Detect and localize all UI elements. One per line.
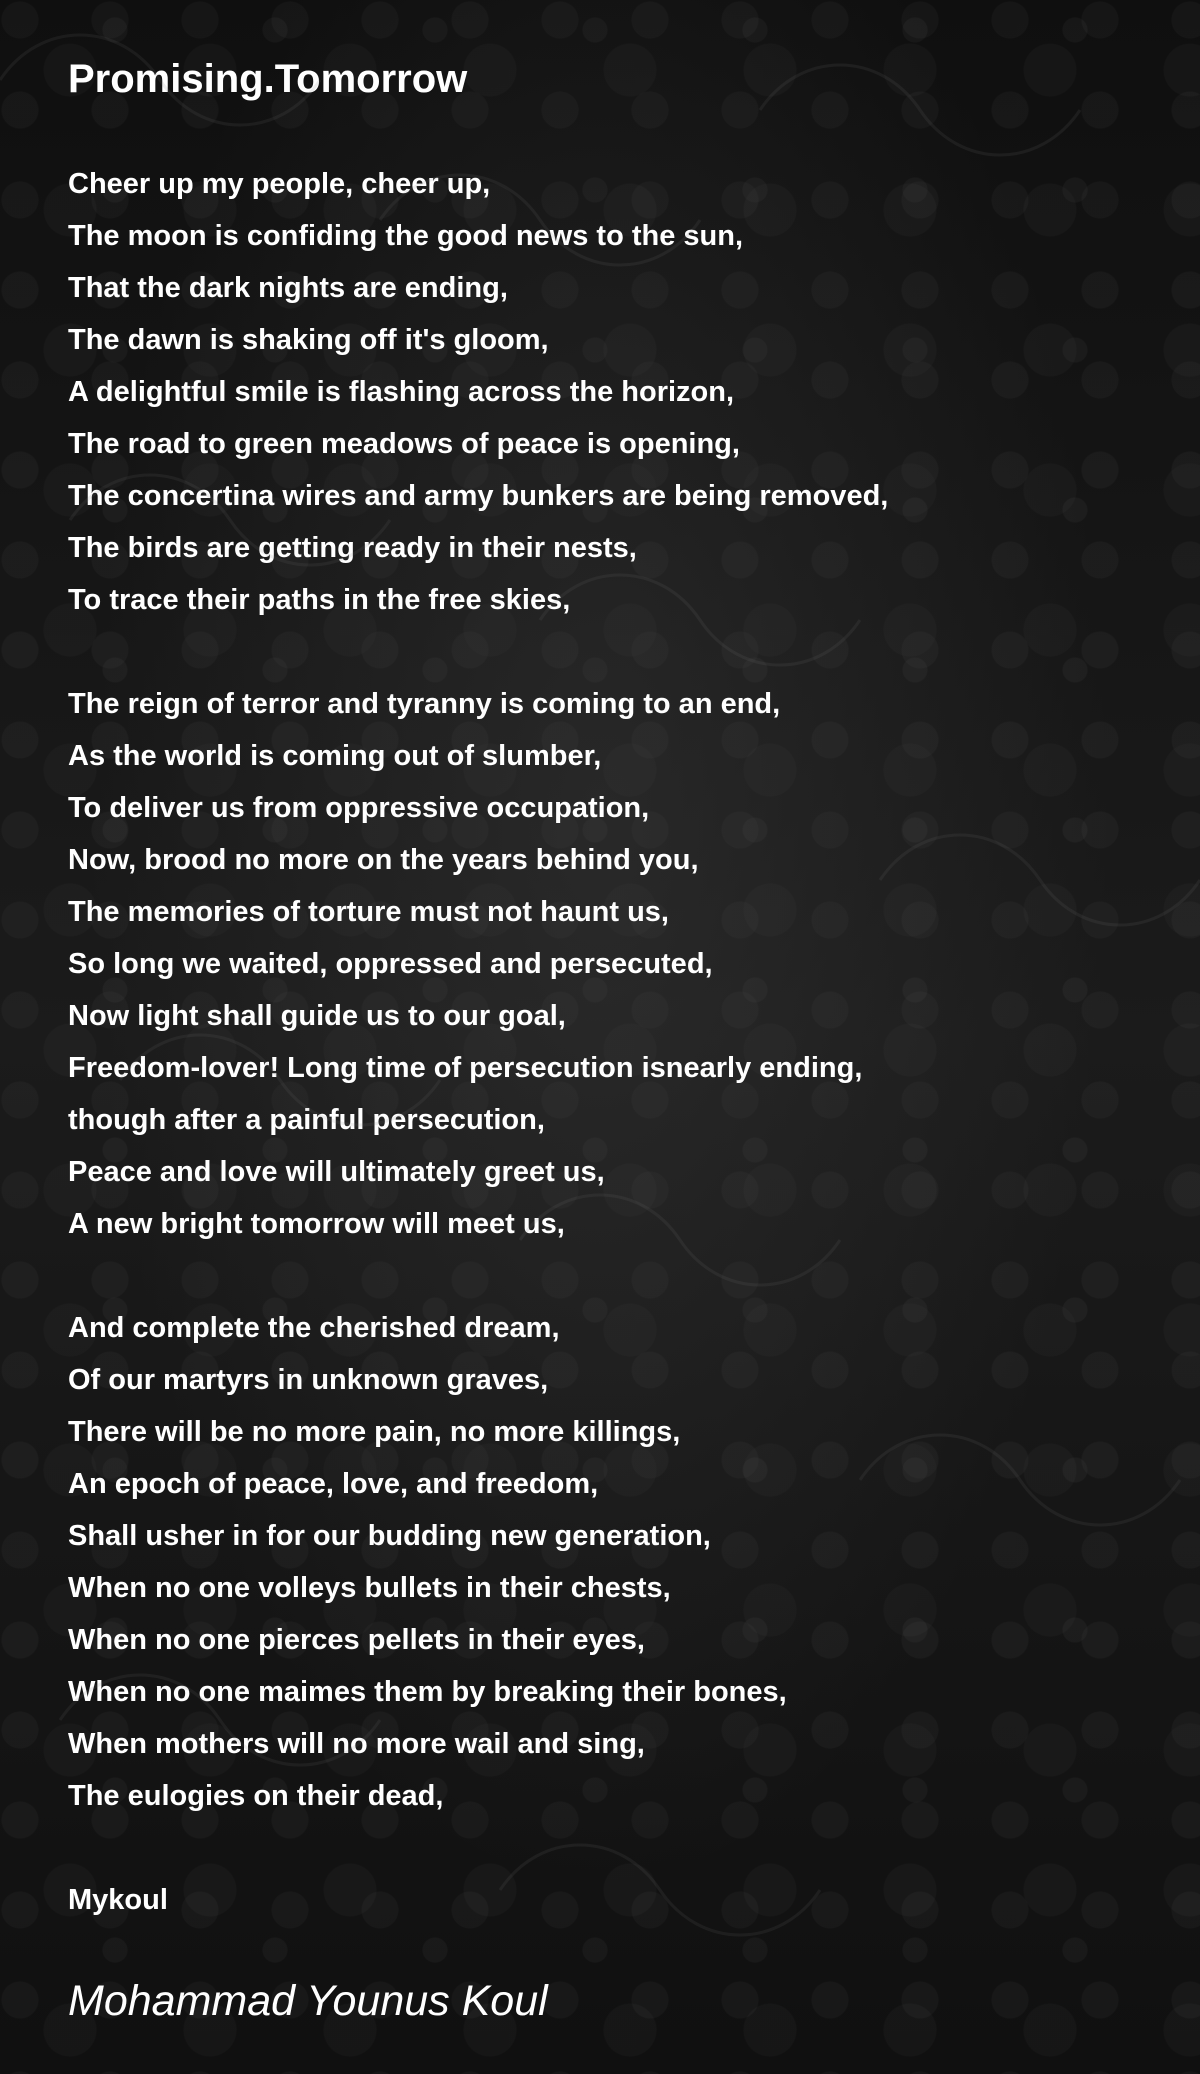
poem-body [68,158,1200,1822]
stanza-1 [68,158,1200,626]
poem-line: Shall usher in for our budding new generation, [68,1520,711,1552]
poem-line: The dawn is shaking off it's gloom, [68,324,549,356]
poem-line: When mothers will no more wail and sing, [68,1728,645,1760]
poem-line: Of our martyrs in unknown graves, [68,1364,549,1396]
poem-line: To trace their paths in the free skies, [68,584,571,616]
poem-line: though after a painful persecution, [68,1104,545,1136]
poem-line: The memories of torture must not haunt us, [68,896,669,928]
poem-line: A new bright tomorrow will meet us, [68,1208,565,1240]
poem-line: Now, brood no more on the years behind you, [68,844,699,876]
poem-line: And complete the cherished dream, [68,1312,560,1344]
poem-line: There will be no more pain, no more killings, [68,1416,681,1448]
poem-line: Cheer up my people, cheer up, [68,168,491,200]
poem-line: A delightful smile is flashing across the horizon, [68,376,735,408]
poem-line: As the world is coming out of slumber, [68,740,602,772]
poem-line: The birds are getting ready in their nests, [68,532,637,564]
poem-signature: Mykoul [68,1884,168,1916]
poem-line: Freedom-lover! Long time of persecution isnearly ending, [68,1052,863,1084]
poem-line: That the dark nights are ending, [68,272,508,304]
poem-line: When no one pierces pellets in their eyes, [68,1624,645,1656]
poem-line: When no one volleys bullets in their chests, [68,1572,671,1604]
author-name: Mohammad Younus Koul [68,1977,548,2025]
poem-line: The concertina wires and army bunkers are being removed, [68,480,889,512]
stanza-3 [68,1302,1200,1822]
poem-line: Now light shall guide us to our goal, [68,1000,566,1032]
poem-title: Promising.Tomorrow [68,57,468,101]
stanza-2 [68,678,1200,1250]
poem-line: To deliver us from oppressive occupation, [68,792,650,824]
poem-line: An epoch of peace, love, and freedom, [68,1468,599,1500]
poem-line: The reign of terror and tyranny is coming to an end, [68,688,781,720]
poem-line: So long we waited, oppressed and persecuted, [68,948,713,980]
poem-line: When no one maimes them by breaking their bones, [68,1676,787,1708]
poem-line: The eulogies on their dead, [68,1780,444,1812]
poem-line: Peace and love will ultimately greet us, [68,1156,605,1188]
poem-line: The moon is confiding the good news to the sun, [68,220,744,252]
poem-line: The road to green meadows of peace is opening, [68,428,740,460]
